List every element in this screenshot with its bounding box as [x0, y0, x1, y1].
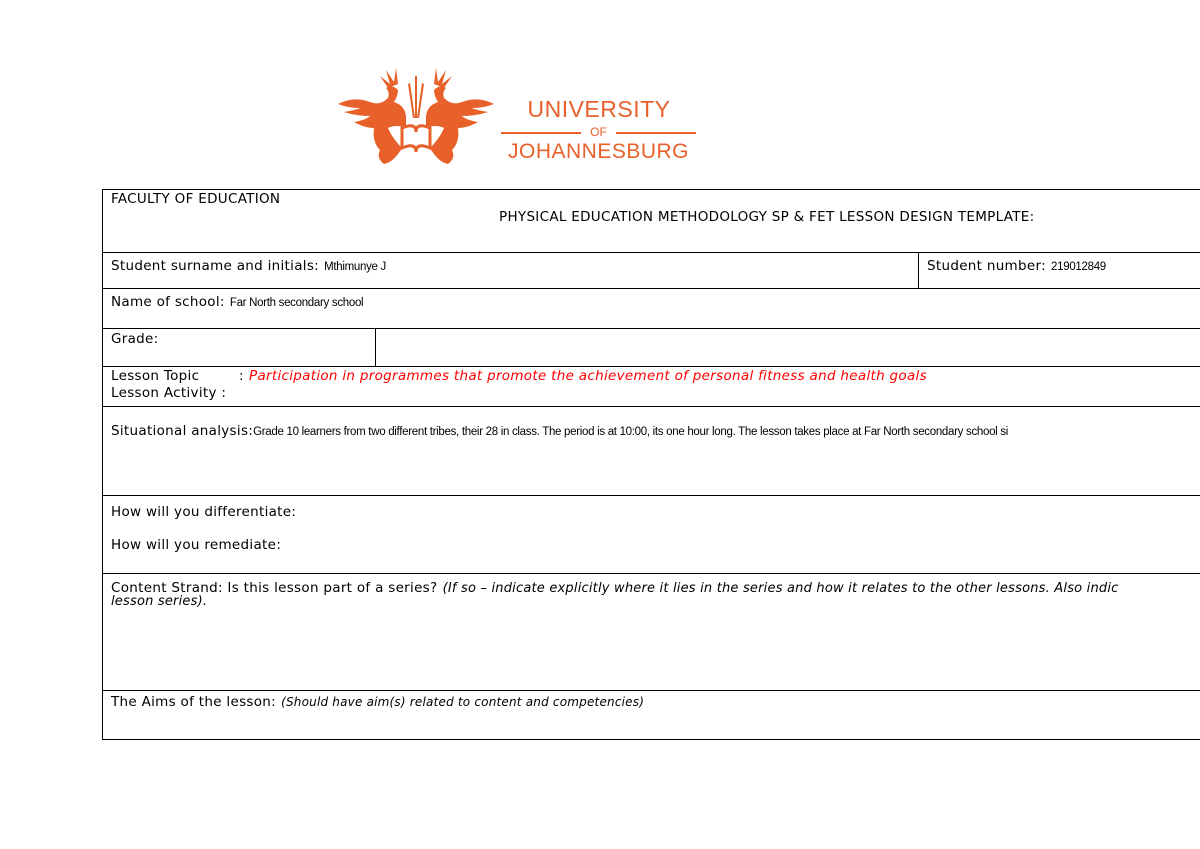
school-value: Far North secondary school	[229, 297, 364, 309]
faculty-label: FACULTY OF EDUCATION	[111, 191, 281, 207]
student-number-value: 219012849	[1051, 261, 1106, 273]
aims-row	[103, 690, 1200, 738]
grade-label: Grade:	[111, 331, 159, 347]
situational-analysis-row	[103, 406, 1200, 496]
logo-of-row	[501, 124, 696, 140]
template-title: PHYSICAL EDUCATION METHODOLOGY SP & FET LESSON DESIGN TEMPLATE:	[499, 209, 1035, 225]
logo-university-text: UNIVERSITY	[527, 96, 671, 122]
grade-value-field[interactable]	[377, 328, 1200, 366]
lesson-activity-label: Lesson Activity :	[111, 385, 227, 401]
situational-analysis-field[interactable]	[111, 420, 1008, 439]
logo-johannesburg-text: JOHANNESBURG	[507, 140, 690, 163]
content-strand-note-continued: lesson series).	[111, 594, 208, 609]
content-strand-row	[103, 573, 1200, 691]
student-info-row	[103, 252, 1200, 289]
student-number-field[interactable]	[927, 255, 1106, 274]
hoopoe-birds-emblem-icon	[336, 66, 496, 170]
logo-of-text: OF	[590, 125, 607, 139]
form-header-row	[103, 190, 1200, 253]
differentiate-label: How will you differentiate:	[111, 504, 297, 520]
lesson-design-form	[102, 189, 1200, 740]
differentiation-row	[103, 495, 1200, 574]
university-logo	[336, 66, 698, 170]
lesson-topic-row	[103, 366, 1200, 407]
school-row	[103, 288, 1200, 329]
content-strand-note: (If so – indicate explicitly where it lies in the series and how it relates to the other lessons. Also indic	[442, 581, 1119, 596]
situational-analysis-value: Grade 10 learners from two different tribes, their 28 in class. The period is at 10:00, its one hour long. The lesson takes place at Far North secondary school si	[253, 426, 1009, 438]
column-divider	[375, 328, 376, 367]
aims-note: (Should have aim(s) related to content and competencies)	[281, 695, 645, 709]
remediate-label: How will you remediate:	[111, 537, 282, 553]
student-name-label: Student surname and initials:	[111, 258, 320, 274]
student-name-value: Mthimunye J	[324, 261, 386, 273]
student-number-label: Student number:	[927, 258, 1046, 274]
aims-field[interactable]	[111, 691, 644, 710]
situational-analysis-label: Situational analysis:	[111, 423, 254, 439]
student-name-field[interactable]	[111, 255, 386, 274]
school-label: Name of school:	[111, 294, 225, 310]
content-strand-field[interactable]	[111, 577, 1119, 596]
column-divider	[918, 252, 919, 289]
lesson-topic-colon: :	[239, 368, 244, 384]
lesson-topic-label: Lesson Topic	[111, 368, 200, 384]
grade-row	[103, 328, 1200, 367]
aims-label: The Aims of the lesson:	[111, 694, 276, 710]
lesson-topic-value[interactable]: Participation in programmes that promote the achievement of personal fitness and health goals	[249, 368, 927, 384]
content-strand-label: Content Strand: Is this lesson part of a series?	[111, 580, 438, 596]
school-field[interactable]	[111, 291, 363, 310]
